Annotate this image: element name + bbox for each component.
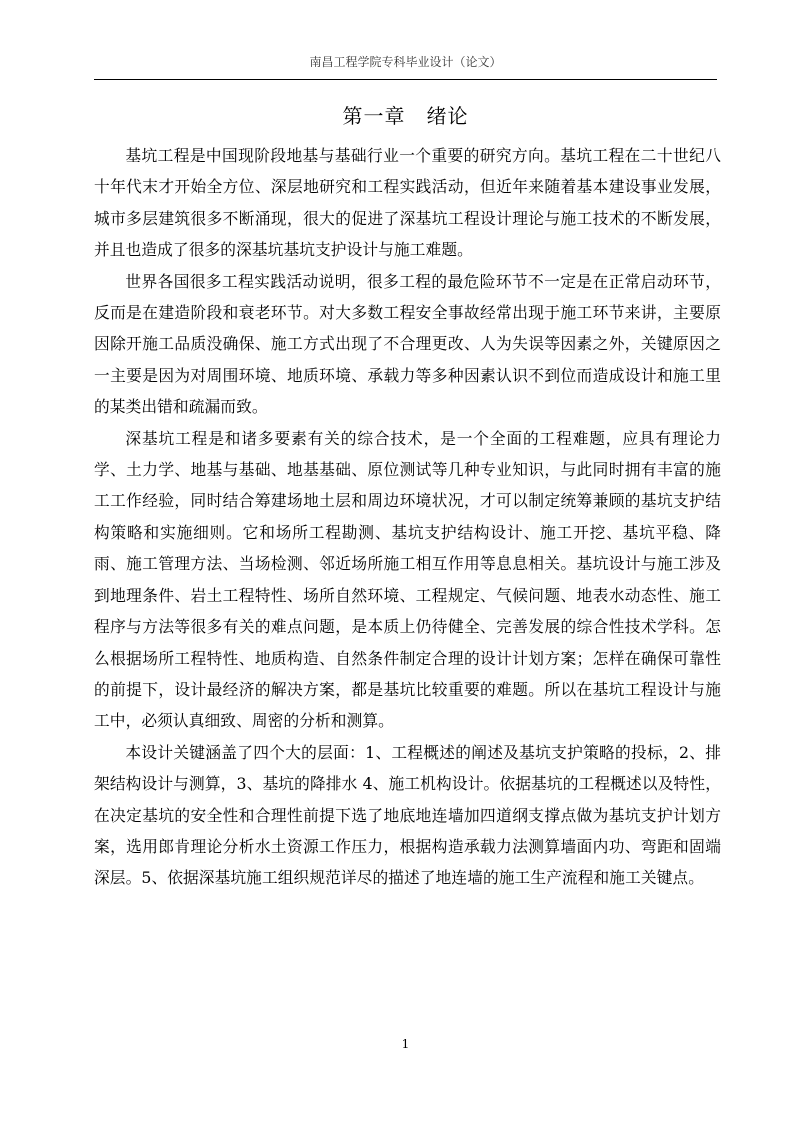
running-header: 南昌工程学院专科毕业设计（论文） [309, 55, 502, 69]
page-number: 1 [401, 1037, 410, 1051]
header-divider [94, 79, 717, 80]
body-text [94, 140, 721, 894]
paragraph-2: 世界各国很多工程实践活动说明，很多工程的最危险环节不一定是在正常启动环节，反而是在建造阶段和衰老环节。对大多数工程安全事故经常出现于施工环节来讲，主要原因除开施工品质没确保、施工方式出现了不合理更改、人为失误等因素之外，关键原因之一主要是因为对周围环境、地质环境、承载力等多种因素认识不到位而造成设计和施工里的某类出错和疏漏而致。 [94, 271, 721, 417]
paragraph-1: 基坑工程是中国现阶段地基与基础行业一个重要的研究方向。基坑工程在二十世纪八十年代末才开始全方位、深层地研究和工程实践活动，但近年来随着基本建设事业发展，城市多层建筑很多不断涌现，很大的促进了深基坑工程设计理论与施工技术的不断发展，并且也造成了很多的深基坑基坑支护设计与施工难题。 [94, 146, 721, 260]
paragraph-3: 深基坑工程是和诸多要素有关的综合技术，是一个全面的工程难题，应具有理论力学、土力学、地基与基础、地基基础、原位测试等几种专业知识，与此同时拥有丰富的施工工作经验，同时结合筹建场地土层和周边环境状况，才可以制定统筹兼顾的基坑支护结构策略和实施细则。它和场所工程勘测、基坑支护结构设计、施工开挖、基坑平稳、降雨、施工管理方法、当场检测、邻近场所施工相互作用等息息相关。基坑设计与施工涉及到地理条件、岩土工程特性、场所自然环境、工程规定、气候问题、地表水动态性、施工程序与方法等很多有关的难点问题，是本质上仍待健全、完善发展的综合性技术学科。怎么根据场所工程特性、地质构造、自然条件制定合理的设计计划方案；怎样在确保可靠性的前提下，设计最经济的解决方案，都是基坑比较重要的难题。所以在基坑工程设计与施工中，必须认真细致、周密的分析和测算。 [94, 428, 721, 731]
chapter-title: 第一章 绪论 [342, 104, 469, 128]
paragraph-4: 本设计关键涵盖了四个大的层面：1、工程概述的阐述及基坑支护策略的投标，2、排架结构设计与测算，3、基坑的降排水 4、施工机构设计。依据基坑的工程概述以及特性，在决定基坑的安全性和合理性前提下选了地底地连墙加四道纲支撑点做为基坑支护计划方案，选用郎肯理论分析水土资源工作压力，根据构造承载力法测算墙面内功、弯距和固端深层。5、依据深基坑施工组织规范详尽的描述了地连墙的施工生产流程和施工关键点。 [94, 742, 721, 888]
